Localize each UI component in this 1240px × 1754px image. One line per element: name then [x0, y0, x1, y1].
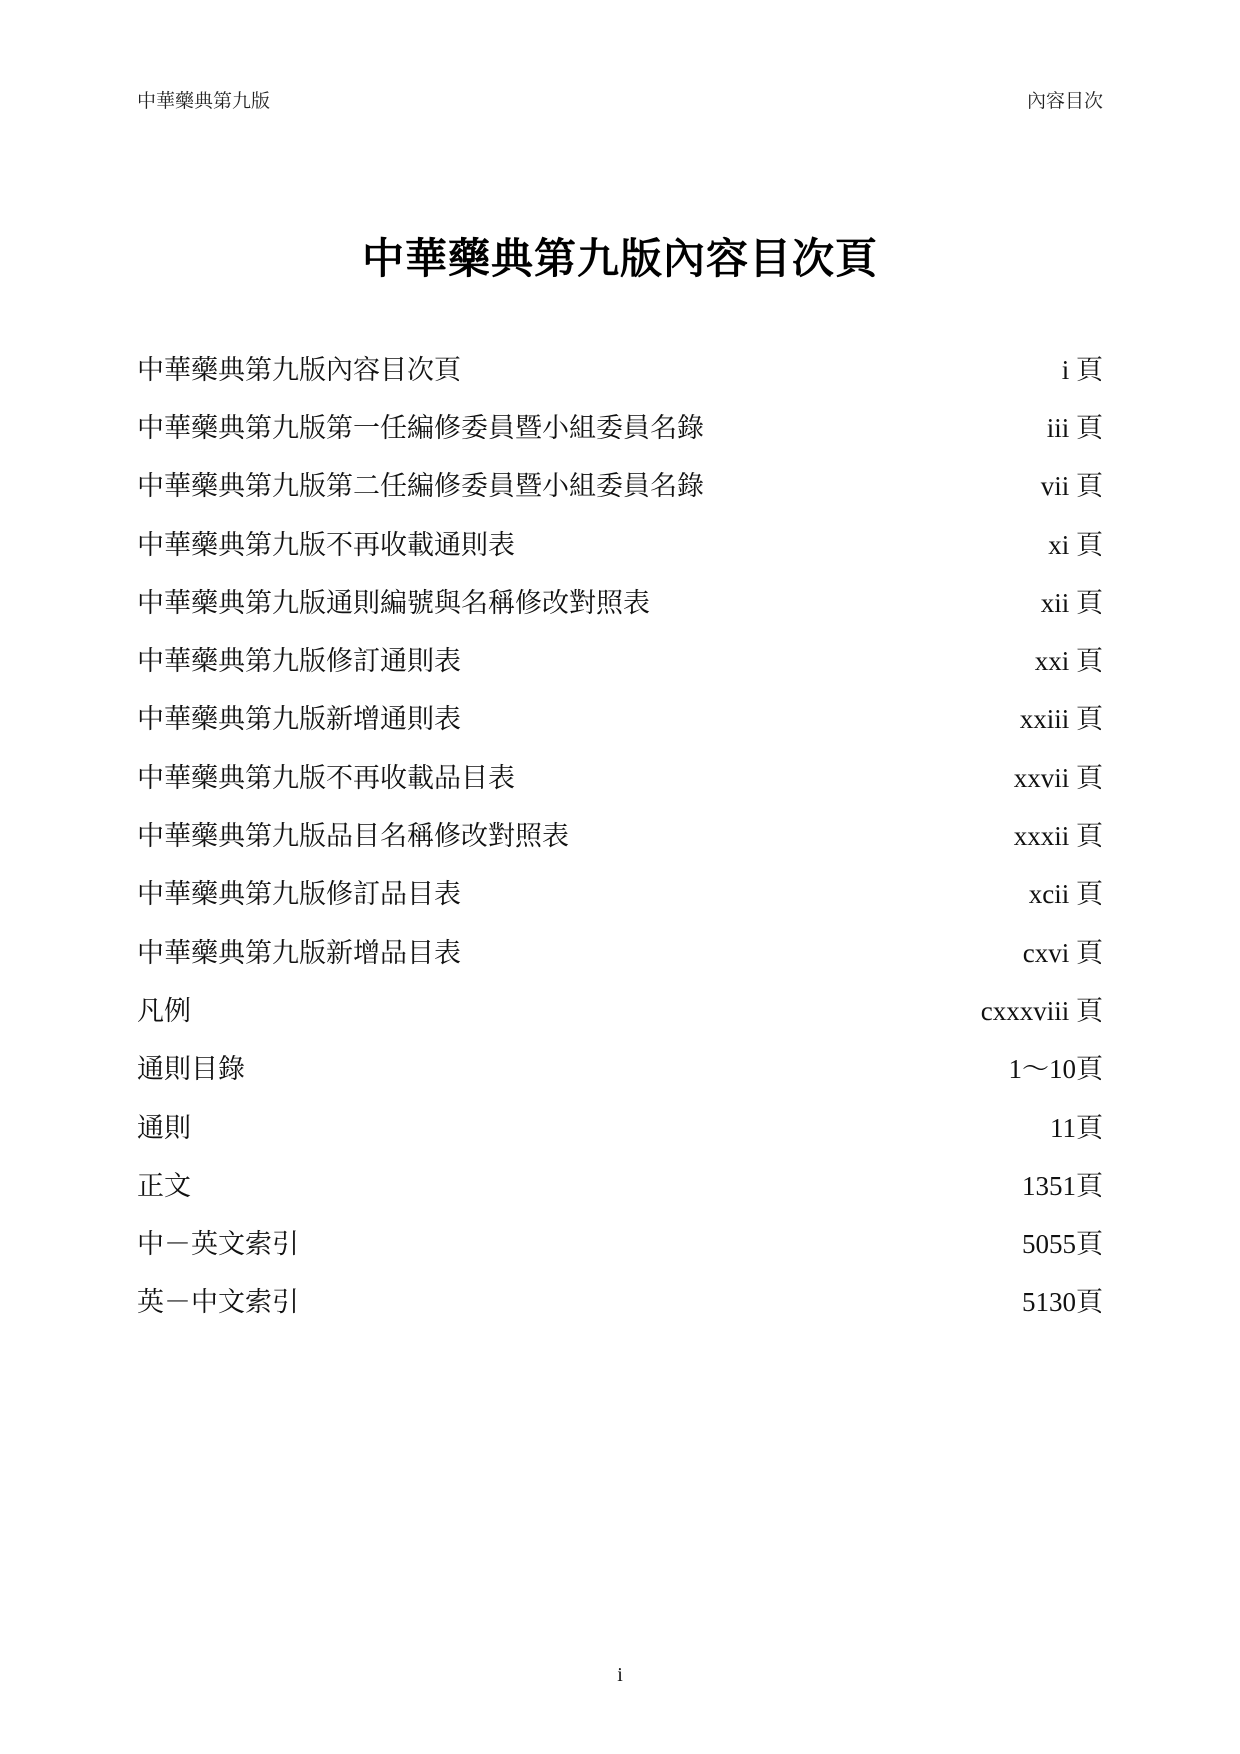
toc-entry-title: 中華藥典第九版品目名稱修改對照表: [137, 821, 569, 853]
toc-entry-page: 1351頁: [1022, 1170, 1103, 1201]
toc-entry: [137, 1212, 1103, 1270]
toc-entry-title: 正文: [137, 1170, 191, 1202]
toc-entry: [137, 804, 1103, 862]
toc-entry: [137, 513, 1103, 571]
toc-entry-title: 凡例: [137, 995, 191, 1027]
toc-entry-title: 中華藥典第九版通則編號與名稱修改對照表: [137, 587, 650, 619]
toc-entry: [137, 746, 1103, 804]
toc-entry: [137, 921, 1103, 979]
toc-entry-page: xi 頁: [1048, 529, 1103, 560]
toc-entry: [137, 629, 1103, 687]
toc-entry: [137, 396, 1103, 454]
page-header: [137, 84, 1103, 114]
toc-entry-title: 中華藥典第九版第二任編修委員暨小組委員名錄: [137, 471, 704, 503]
toc-entry-page: vii 頁: [1040, 471, 1103, 502]
toc-entry-page: xxi 頁: [1034, 646, 1103, 677]
toc-entry-page: cxxxviii 頁: [980, 995, 1103, 1026]
toc-entry-title: 通則目錄: [137, 1054, 245, 1086]
toc-entry-title: 中華藥典第九版不再收載品目表: [137, 762, 515, 794]
toc-entry-page: 1～10頁: [1008, 1054, 1103, 1085]
toc-entry-page: 5055頁: [1022, 1229, 1103, 1260]
toc-entry: [137, 863, 1103, 921]
toc-entry-title: 通則: [137, 1112, 191, 1144]
toc-entry-page: 11頁: [1050, 1112, 1103, 1143]
toc-entry-page: xcii 頁: [1028, 879, 1103, 910]
toc-entry-title: 中華藥典第九版第一任編修委員暨小組委員名錄: [137, 412, 704, 444]
toc-entry-title: 中華藥典第九版新增品目表: [137, 937, 461, 969]
toc-entry-title: 中華藥典第九版新增通則表: [137, 704, 461, 736]
toc-entry: [137, 338, 1103, 396]
header-document-name: 中華藥典第九版: [137, 89, 271, 112]
toc-entry-title: 中華藥典第九版修訂通則表: [137, 646, 461, 678]
toc-entry: [137, 1271, 1103, 1329]
toc-entry: [137, 1154, 1103, 1212]
toc-entry-page: 5130頁: [1022, 1287, 1103, 1318]
toc-entry: [137, 1038, 1103, 1096]
toc-entry: [137, 571, 1103, 629]
toc-entry: [137, 1096, 1103, 1154]
toc-entry: [137, 455, 1103, 513]
toc-entry-title: 中華藥典第九版不再收載通則表: [137, 529, 515, 561]
toc-entry-page: iii 頁: [1046, 412, 1103, 443]
page-number: i: [617, 1664, 623, 1686]
toc-entry-page: i 頁: [1061, 354, 1103, 385]
page-title: 中華藥典第九版內容目次頁: [361, 234, 878, 283]
toc-entry-page: xii 頁: [1040, 587, 1103, 618]
toc-entry: [137, 688, 1103, 746]
toc-entry-title: 中－英文索引: [137, 1229, 299, 1261]
header-section-name: 內容目次: [1026, 89, 1103, 112]
toc-entry-page: xxiii 頁: [1019, 704, 1103, 735]
toc-entry-page: xxvii 頁: [1013, 762, 1103, 793]
toc-entry-title: 英－中文索引: [137, 1287, 299, 1319]
table-of-contents: [137, 338, 1103, 1329]
toc-entry-page: cxvi 頁: [1022, 937, 1103, 968]
toc-entry: [137, 979, 1103, 1037]
toc-entry-title: 中華藥典第九版內容目次頁: [137, 354, 461, 386]
toc-entry-page: xxxii 頁: [1013, 821, 1103, 852]
toc-entry-title: 中華藥典第九版修訂品目表: [137, 879, 461, 911]
